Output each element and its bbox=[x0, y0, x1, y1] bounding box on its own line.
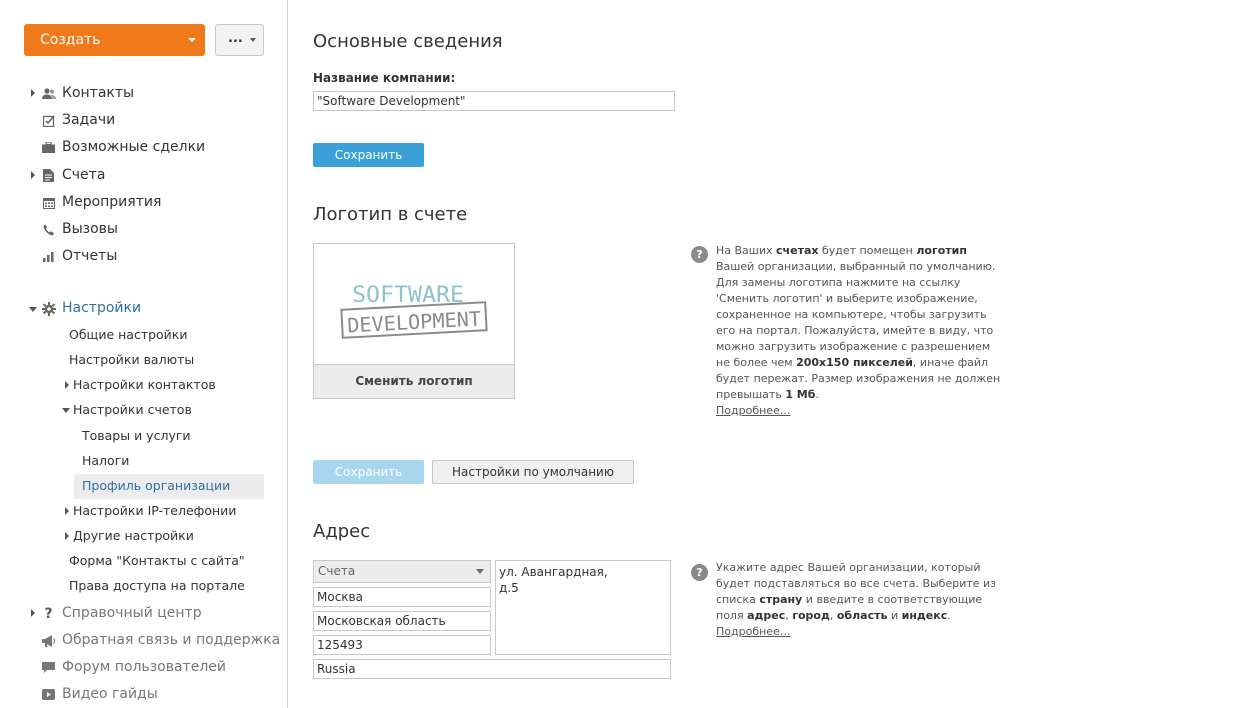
city-input[interactable]: Москва bbox=[313, 587, 491, 607]
settings-products[interactable] bbox=[82, 425, 191, 447]
sidebar-item-label: Счета bbox=[62, 167, 106, 183]
megaphone-icon bbox=[41, 633, 56, 648]
sub-item-label: Общие настройки bbox=[69, 327, 188, 342]
address-help-text: Укажите адрес Вашей организации, который будет подставляться во все счета. Выберите из списка страну и введите в соответствующие поля адрес, город, область и индекс. Подробнее... bbox=[716, 561, 997, 638]
country-select[interactable] bbox=[313, 560, 491, 583]
phone-icon bbox=[41, 222, 56, 237]
collapse-arrow-icon[interactable] bbox=[62, 408, 70, 413]
region-input[interactable]: Московская область bbox=[313, 611, 491, 631]
logo-help-text: На Ваших счетах будет помещен логотип Вашей организации, выбранный по умолчанию. Для замены логотипа нажмите на ссылку 'Сменить логотип' и выберите изображение, сохраненное на компьютере, чтобы загрузить его на портал. Пожалуйста, имейте в виду, что можно загрузить изображение с разрешением не более чем 200x150 пикселей, иначе файл будет пережат. Размер изображения не должен превышать 1 Мб. Подробнее... bbox=[716, 244, 1001, 417]
chevron-down-icon bbox=[476, 569, 484, 574]
help-icon: ? bbox=[691, 246, 708, 263]
basic-info-title: Основные сведения bbox=[313, 31, 503, 52]
sidebar-item-invoices[interactable] bbox=[0, 165, 260, 187]
sidebar bbox=[0, 0, 288, 708]
more-button-label: ... bbox=[228, 31, 243, 46]
expand-arrow-icon[interactable] bbox=[31, 89, 35, 97]
country-select-value: Счета bbox=[318, 564, 356, 578]
sidebar-item-help-center[interactable] bbox=[0, 603, 260, 625]
address-more-link[interactable]: Подробнее... bbox=[716, 625, 791, 638]
collapse-arrow-icon[interactable] bbox=[29, 307, 37, 312]
sidebar-item-settings[interactable] bbox=[0, 298, 260, 320]
sidebar-item-label: Контакты bbox=[62, 85, 135, 101]
address-section-title: Адрес bbox=[313, 521, 371, 542]
country-name-input[interactable]: Russia bbox=[313, 659, 671, 679]
expand-arrow-icon[interactable] bbox=[65, 381, 69, 389]
sub-item-label: Настройки счетов bbox=[73, 402, 192, 417]
sub-item-label: Другие настройки bbox=[73, 528, 194, 543]
sidebar-item-label: Справочный центр bbox=[62, 605, 202, 621]
logo-preview bbox=[313, 243, 515, 399]
sidebar-item-label: Форум пользователей bbox=[62, 659, 226, 675]
create-button[interactable] bbox=[24, 24, 205, 56]
sub-item-label: Налоги bbox=[82, 453, 130, 468]
sub-item-label: Настройки валюты bbox=[69, 352, 195, 367]
chevron-down-icon bbox=[188, 38, 196, 42]
settings-invoices[interactable] bbox=[73, 399, 192, 421]
settings-currency[interactable] bbox=[69, 349, 194, 371]
sidebar-item-label: Видео гайды bbox=[62, 686, 158, 702]
expand-arrow-icon[interactable] bbox=[31, 171, 35, 179]
sidebar-item-tasks[interactable] bbox=[0, 110, 260, 132]
sidebar-item-contacts[interactable] bbox=[0, 83, 260, 105]
sub-item-label: Настройки IP-телефонии bbox=[73, 503, 237, 518]
deals-icon bbox=[41, 140, 56, 155]
settings-other[interactable] bbox=[73, 525, 194, 547]
sub-item-label: Профиль организации bbox=[82, 478, 231, 493]
sub-item-label: Товары и услуги bbox=[82, 428, 191, 443]
sidebar-item-label: Возможные сделки bbox=[62, 139, 206, 155]
sidebar-item-label: Обратная связь и поддержка bbox=[62, 632, 281, 648]
sidebar-item-label: Настройки bbox=[62, 300, 142, 316]
settings-organization-profile[interactable] bbox=[82, 475, 230, 497]
invoices-icon bbox=[41, 168, 56, 183]
sidebar-item-reports[interactable] bbox=[0, 246, 260, 268]
sidebar-item-label: Мероприятия bbox=[62, 194, 162, 210]
company-name-input[interactable]: "Software Development" bbox=[313, 91, 675, 111]
logo-more-link[interactable]: Подробнее... bbox=[716, 404, 791, 417]
sidebar-item-events[interactable] bbox=[0, 192, 260, 214]
settings-web-form[interactable] bbox=[69, 550, 245, 572]
logo-text-top: SOFTWARE bbox=[352, 283, 464, 308]
settings-taxes[interactable] bbox=[82, 450, 129, 472]
zip-input[interactable]: 125493 bbox=[313, 635, 491, 655]
settings-general[interactable] bbox=[69, 324, 187, 346]
expand-arrow-icon[interactable] bbox=[65, 507, 69, 515]
logo-text-bottom: DEVELOPMENT bbox=[346, 306, 481, 338]
reports-icon bbox=[41, 249, 56, 264]
sidebar-item-feedback[interactable] bbox=[0, 630, 281, 652]
calendar-icon bbox=[41, 195, 56, 210]
sidebar-item-label: Отчеты bbox=[62, 248, 118, 264]
contacts-icon bbox=[41, 86, 56, 101]
save-company-button[interactable]: Сохранить bbox=[313, 143, 424, 167]
settings-ip-telephony[interactable] bbox=[73, 500, 236, 522]
video-icon bbox=[41, 687, 56, 702]
settings-contacts[interactable] bbox=[73, 374, 216, 396]
save-logo-button[interactable]: Сохранить bbox=[313, 460, 424, 484]
chevron-down-icon bbox=[250, 38, 256, 42]
sidebar-item-label: Вызовы bbox=[62, 221, 118, 237]
sidebar-item-video[interactable] bbox=[0, 684, 260, 706]
create-button-label: Создать bbox=[40, 32, 101, 48]
expand-arrow-icon[interactable] bbox=[31, 609, 35, 617]
change-logo-button[interactable]: Сменить логотип bbox=[314, 364, 514, 398]
company-name-label: Название компании: bbox=[313, 71, 456, 85]
sidebar-item-deals[interactable] bbox=[0, 137, 260, 159]
gear-icon bbox=[41, 301, 56, 316]
tasks-icon bbox=[41, 113, 56, 128]
sub-item-label: Настройки контактов bbox=[73, 377, 216, 392]
street-textarea[interactable]: ул. Авангардная, д.5 bbox=[495, 560, 671, 655]
default-settings-button[interactable]: Настройки по умолчанию bbox=[432, 460, 634, 484]
help-center-icon: ? bbox=[44, 605, 53, 622]
company-logo bbox=[314, 244, 514, 364]
logo-section-title: Логотип в счете bbox=[313, 204, 468, 225]
forum-icon bbox=[41, 660, 56, 675]
sidebar-item-forum[interactable] bbox=[0, 657, 260, 679]
settings-access-rights[interactable] bbox=[69, 575, 245, 597]
expand-arrow-icon[interactable] bbox=[65, 532, 69, 540]
help-icon: ? bbox=[691, 564, 708, 581]
more-button[interactable] bbox=[215, 24, 264, 56]
sub-item-label: Форма "Контакты с сайта" bbox=[69, 553, 245, 568]
sidebar-item-calls[interactable] bbox=[0, 219, 260, 241]
sidebar-item-label: Задачи bbox=[62, 112, 116, 128]
sub-item-label: Права доступа на портале bbox=[69, 578, 245, 593]
